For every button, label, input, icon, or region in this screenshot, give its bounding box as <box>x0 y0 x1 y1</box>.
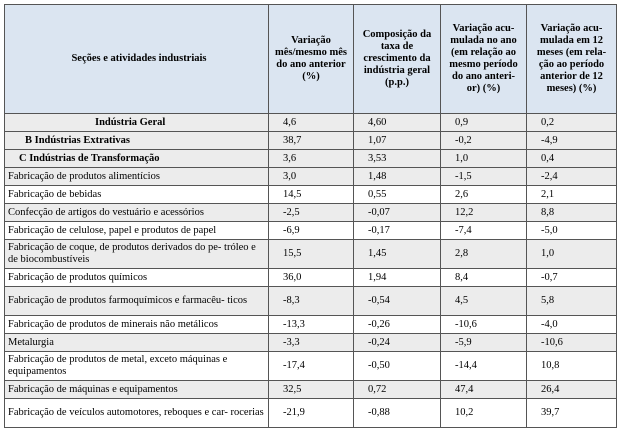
row-label: B Indústrias Extrativas <box>5 132 269 150</box>
cell-value: 0,9 <box>441 114 527 132</box>
cell-value: -0,26 <box>354 316 441 334</box>
cell-value: 14,5 <box>269 186 354 204</box>
table-row <box>5 352 617 381</box>
col-header-growth-composition: Composição da taxa de crescimento da indústria geral (p.p.) <box>354 5 441 114</box>
cell-value: 1,0 <box>527 240 617 269</box>
table-row <box>5 150 617 168</box>
row-label: Fabricação de produtos de metal, exceto máquinas e equipamentos <box>5 352 269 381</box>
cell-value: 2,6 <box>441 186 527 204</box>
cell-value: 36,0 <box>269 269 354 287</box>
table-row <box>5 186 617 204</box>
cell-value: 12,2 <box>441 204 527 222</box>
cell-value: -0,17 <box>354 222 441 240</box>
row-label: Fabricação de produtos de minerais não metálicos <box>5 316 269 334</box>
cell-value: 1,0 <box>441 150 527 168</box>
cell-value: -0,54 <box>354 287 441 316</box>
cell-value: -0,07 <box>354 204 441 222</box>
cell-value: -1,5 <box>441 168 527 186</box>
cell-value: 26,4 <box>527 381 617 399</box>
cell-value: 1,07 <box>354 132 441 150</box>
row-label: C Indústrias de Transformação <box>5 150 269 168</box>
cell-value: -0,7 <box>527 269 617 287</box>
cell-value: -10,6 <box>441 316 527 334</box>
cell-value: 4,5 <box>441 287 527 316</box>
cell-value: -5,0 <box>527 222 617 240</box>
col-header-activity: Seções e atividades industriais <box>5 5 269 114</box>
table-row <box>5 168 617 186</box>
table-row <box>5 204 617 222</box>
table-row <box>5 222 617 240</box>
row-label: Fabricação de celulose, papel e produtos de papel <box>5 222 269 240</box>
cell-value: -3,3 <box>269 334 354 352</box>
cell-value: 39,7 <box>527 399 617 428</box>
col-header-ytd-variation: Variação acu- mulada no ano (em relação ao mesmo período do ano anteri- or) (%) <box>441 5 527 114</box>
cell-value: 3,53 <box>354 150 441 168</box>
cell-value: 15,5 <box>269 240 354 269</box>
row-label: Fabricação de veículos automotores, reboques e car- rocerias <box>5 399 269 428</box>
cell-value: 10,2 <box>441 399 527 428</box>
cell-value: 47,4 <box>441 381 527 399</box>
row-label: Fabricação de produtos alimentícios <box>5 168 269 186</box>
cell-value: 1,45 <box>354 240 441 269</box>
table-row <box>5 399 617 428</box>
cell-value: -2,4 <box>527 168 617 186</box>
cell-value: -14,4 <box>441 352 527 381</box>
cell-value: -4,9 <box>527 132 617 150</box>
cell-value: -4,0 <box>527 316 617 334</box>
cell-value: -21,9 <box>269 399 354 428</box>
cell-value: 8,4 <box>441 269 527 287</box>
row-label: Fabricação de bebidas <box>5 186 269 204</box>
cell-value: -10,6 <box>527 334 617 352</box>
cell-value: -17,4 <box>269 352 354 381</box>
cell-value: 2,1 <box>527 186 617 204</box>
cell-value: 0,2 <box>527 114 617 132</box>
cell-value: 38,7 <box>269 132 354 150</box>
table-row <box>5 269 617 287</box>
cell-value: 32,5 <box>269 381 354 399</box>
cell-value: 5,8 <box>527 287 617 316</box>
cell-value: 0,72 <box>354 381 441 399</box>
cell-value: -0,50 <box>354 352 441 381</box>
table-row <box>5 240 617 269</box>
cell-value: 3,6 <box>269 150 354 168</box>
cell-value: 10,8 <box>527 352 617 381</box>
cell-value: -2,5 <box>269 204 354 222</box>
row-label: Fabricação de produtos químicos <box>5 269 269 287</box>
cell-value: 4,6 <box>269 114 354 132</box>
cell-value: -6,9 <box>269 222 354 240</box>
cell-value: -0,88 <box>354 399 441 428</box>
table-row <box>5 381 617 399</box>
table-row <box>5 132 617 150</box>
cell-value: 1,48 <box>354 168 441 186</box>
row-label: Metalurgia <box>5 334 269 352</box>
table-row <box>5 114 617 132</box>
cell-value: 2,8 <box>441 240 527 269</box>
cell-value: -8,3 <box>269 287 354 316</box>
col-header-monthly-variation: Variação mês/mesmo mês do ano anterior (%) <box>269 5 354 114</box>
cell-value: -13,3 <box>269 316 354 334</box>
cell-value: -0,24 <box>354 334 441 352</box>
col-header-12m-variation: Variação acu- mulada em 12 meses (em rela- ção ao período anterior de 12 meses) (%) <box>527 5 617 114</box>
row-label: Fabricação de máquinas e equipamentos <box>5 381 269 399</box>
row-label: Indústria Geral <box>5 114 269 132</box>
row-label: Fabricação de coque, de produtos derivados do pe- tróleo e de biocombustíveis <box>5 240 269 269</box>
row-label: Confecção de artigos do vestuário e acessórios <box>5 204 269 222</box>
table-row <box>5 316 617 334</box>
cell-value: 8,8 <box>527 204 617 222</box>
table-row <box>5 334 617 352</box>
cell-value: -5,9 <box>441 334 527 352</box>
cell-value: 1,94 <box>354 269 441 287</box>
cell-value: 0,55 <box>354 186 441 204</box>
cell-value: 0,4 <box>527 150 617 168</box>
cell-value: -0,2 <box>441 132 527 150</box>
header-row <box>5 5 617 114</box>
cell-value: 3,0 <box>269 168 354 186</box>
cell-value: -7,4 <box>441 222 527 240</box>
table-row <box>5 287 617 316</box>
row-label: Fabricação de produtos farmoquímicos e farmacêu- ticos <box>5 287 269 316</box>
industry-table <box>4 4 617 428</box>
cell-value: 4,60 <box>354 114 441 132</box>
